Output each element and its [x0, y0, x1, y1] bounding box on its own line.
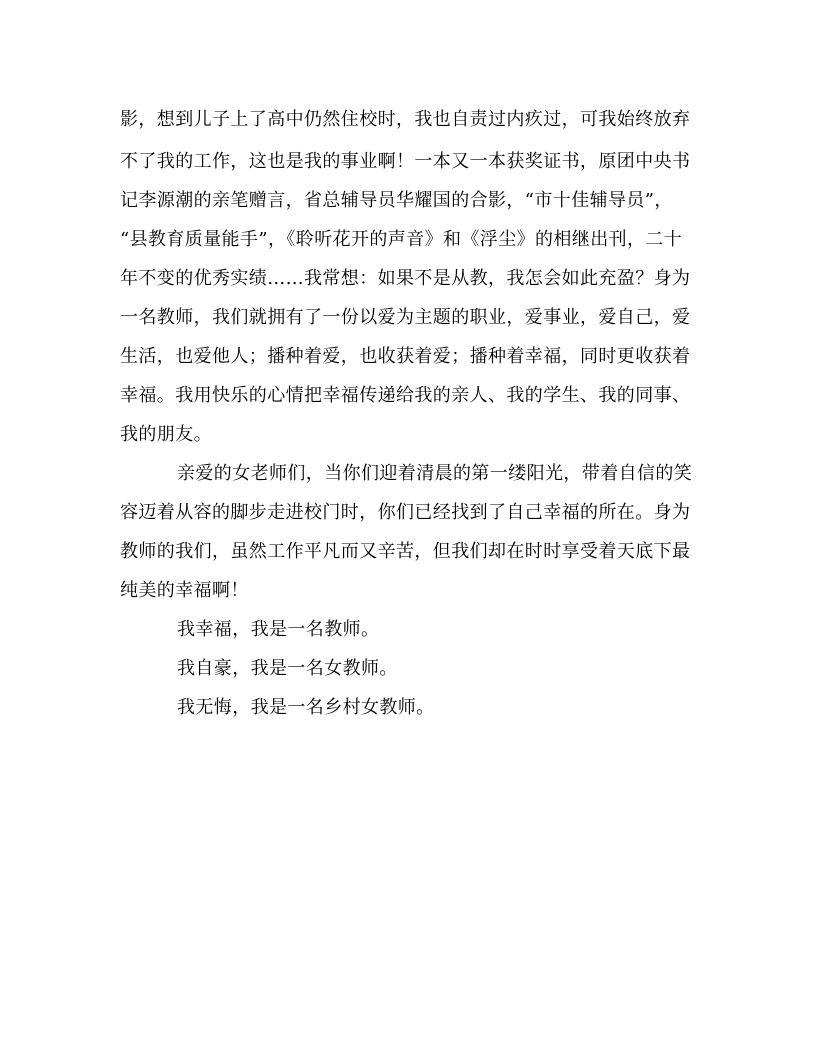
text-line: 容迈着从容的脚步走进校门时，你们已经找到了自己幸福的所在。身为 [120, 502, 691, 523]
text-line: 不了我的工作，这也是我的事业啊！一本又一本获奖证书，原团中央书 [120, 151, 691, 172]
closing-line: 我自豪，我是一名女教师。 [177, 658, 398, 679]
text-line: “县教育质量能手”，《聆听花开的声音》和《浮尘》的相继出刊，二十 [120, 229, 683, 250]
text-line: 记李源潮的亲笔赠言，省总辅导员华耀国的合影，“市十佳辅导员”， [120, 190, 673, 211]
paragraph-first-line: 亲爱的女老师们，当你们迎着清晨的第一缕阳光，带着自信的笑 [177, 463, 693, 484]
text-line: 年不变的优秀实绩……我常想：如果不是从教，我怎会如此充盈？身为 [120, 268, 691, 289]
text-line: 我的朋友。 [120, 424, 212, 445]
text-line: 教师的我们，虽然工作平凡而又辛苦，但我们却在时时享受着天底下最 [120, 541, 691, 562]
text-line: 影，想到儿子上了高中仍然住校时，我也自责过内疚过，可我始终放弃 [120, 109, 691, 130]
text-line: 纯美的幸福啊！ [120, 580, 249, 601]
text-line: 生活，也爱他人；播种着爱，也收获着爱；播种着幸福，同时更收获着 [120, 346, 691, 367]
closing-line: 我无悔，我是一名乡村女教师。 [177, 697, 435, 718]
closing-line: 我幸福，我是一名教师。 [177, 619, 380, 640]
text-line: 一名教师，我们就拥有了一份以爱为主题的职业，爱事业，爱自己，爱 [120, 307, 691, 328]
text-line: 幸福。我用快乐的心情把幸福传递给我的亲人、我的学生、我的同事、 [120, 385, 691, 406]
